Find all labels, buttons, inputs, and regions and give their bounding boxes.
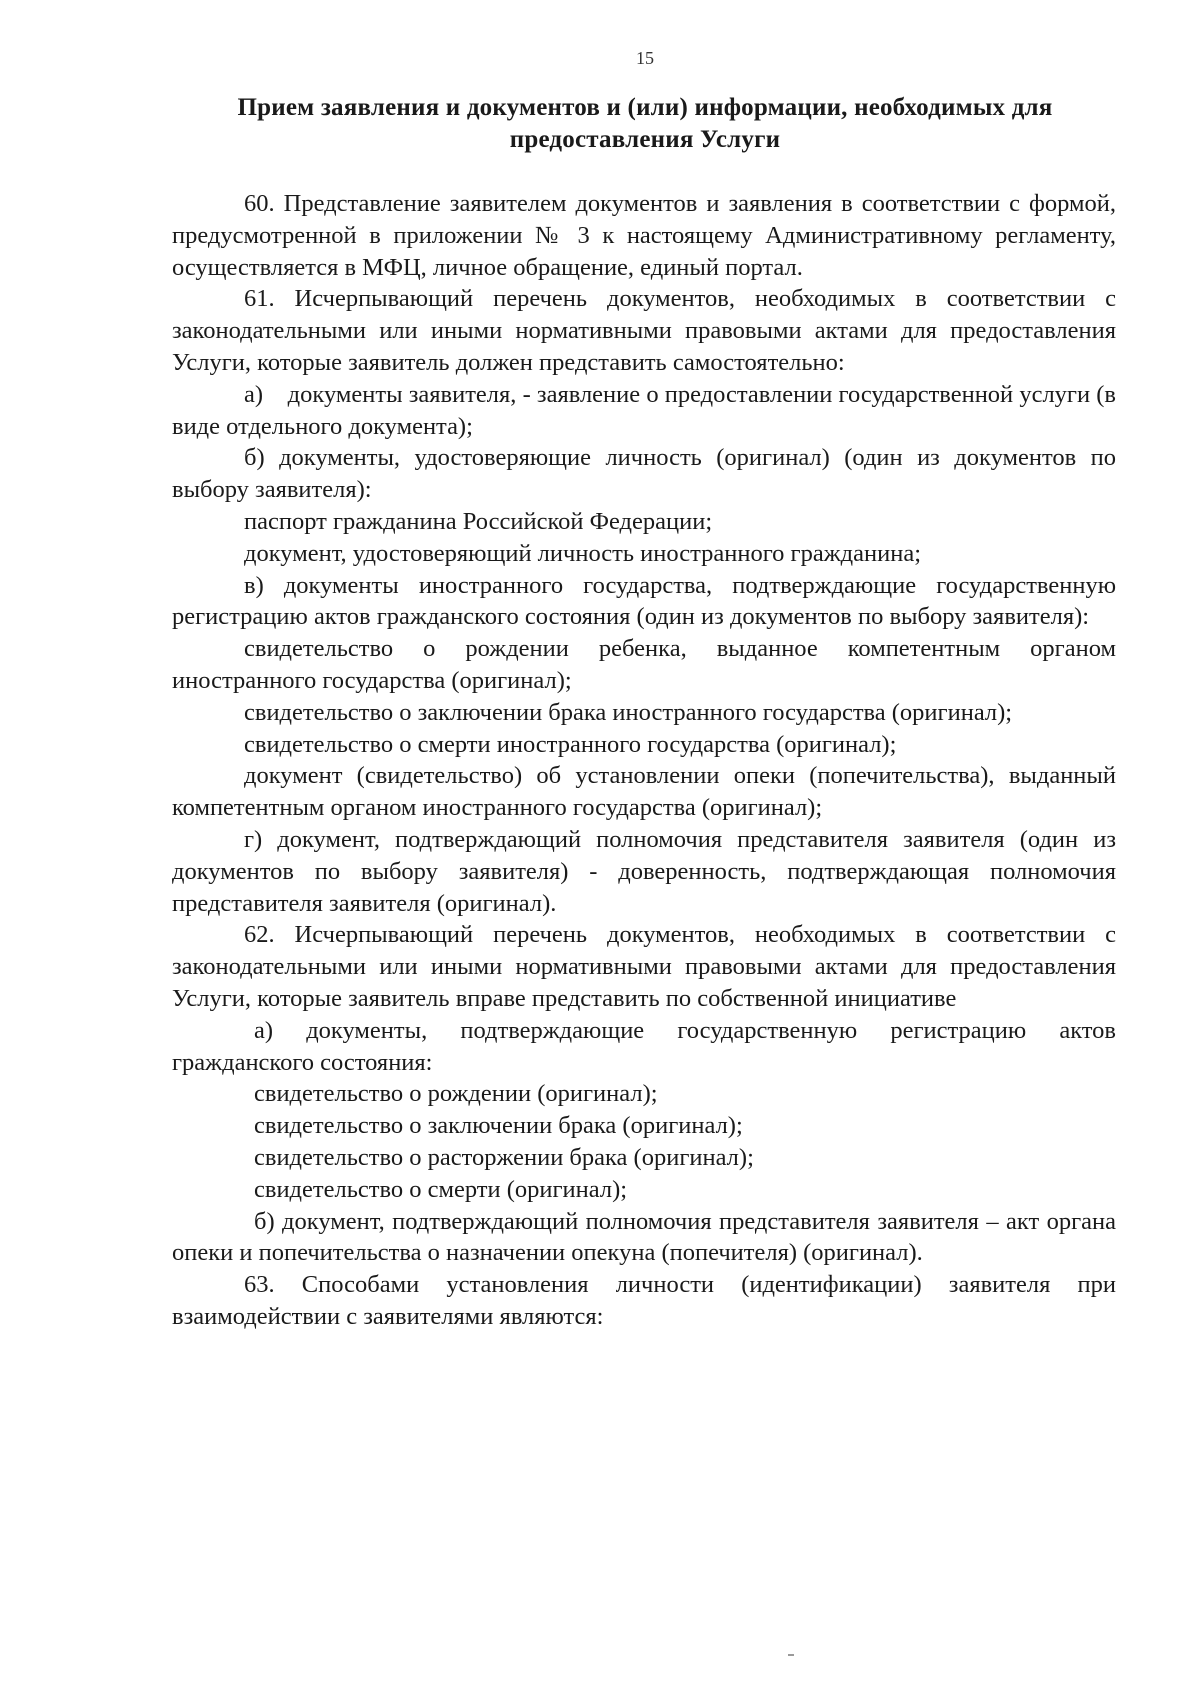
list-subitem-guardianship-foreign: документ (свидетельство) об установлении опеки (попечительства), выданный компетентным органом иностранного государства (оригинал); (172, 762, 1116, 822)
list-subitem-foreign-id: документ, удостоверяющий личность иностранного гражданина; (244, 539, 922, 567)
paragraph-61: 61. Исчерпывающий перечень документов, необходимых в соответствии с законодательными или иными нормативными правовыми актами для предоставления Услуги, которые заявитель должен представить самостоятельно: (172, 285, 1116, 376)
section-heading: Прием заявления и документов и (или) информации, необходимых для предоставления Услуги (237, 94, 1053, 153)
paragraph-60: 60. Представление заявителем документов и заявления в соответствии с формой, предусмотренной в приложении № 3 к настоящему Административному регламенту, осуществляется в МФЦ, личное обращение, единый портал. (172, 190, 1116, 281)
list-subitem-marriage: свидетельство о заключении брака (оригинал); (254, 1112, 743, 1140)
list-subitem-death-foreign: свидетельство о смерти иностранного государства (оригинал); (244, 730, 897, 758)
page-number: 15 (636, 48, 654, 68)
paragraph-62: 62. Исчерпывающий перечень документов, необходимых в соответствии с законодательными или иными нормативными правовыми актами для предоставления Услуги, которые заявитель вправе представить по собственной инициативе (172, 921, 1116, 1012)
list-item-61b: б) документы, удостоверяющие личность (оригинал) (один из документов по выбору заявителя): (172, 444, 1116, 504)
list-item-62b: б) документ, подтверждающий полномочия представителя заявителя – акт органа опеки и попечительства о назначении опекуна (попечителя) (оригинал). (172, 1207, 1116, 1267)
list-item-61g: г) документ, подтверждающий полномочия представителя заявителя (один из документов по выбору заявителя) - доверенность, подтверждающая полномочия представителя заявителя (оригинал). (172, 825, 1116, 917)
list-subitem-birth-foreign: свидетельство о рождении ребенка, выданное компетентным органом иностранного государства (оригинал); (172, 635, 1116, 694)
document-body (172, 188, 1116, 1333)
list-item-62a: а) документы, подтверждающие государственную регистрацию актов гражданского состояния: (172, 1016, 1116, 1076)
list-subitem-death: свидетельство о смерти (оригинал); (254, 1175, 628, 1203)
scan-speck (788, 1654, 794, 1656)
list-subitem-passport: паспорт гражданина Российской Федерации; (244, 507, 713, 535)
list-item-61v: в) документы иностранного государства, подтверждающие государственную регистрацию актов гражданского состояния (один из документов по выбору заявителя): (172, 571, 1116, 631)
list-subitem-divorce: свидетельство о расторжении брака (оригинал); (254, 1143, 754, 1171)
list-subitem-marriage-foreign: свидетельство о заключении брака иностранного государства (оригинал); (244, 698, 1013, 726)
paragraph-63: 63. Способами установления личности (идентификации) заявителя при взаимодействии с заявителями являются: (172, 1271, 1116, 1330)
list-item-61a: а) документы заявителя, - заявление о предоставлении государственной услуги (в виде отдельного документа); (172, 380, 1116, 440)
list-subitem-birth: свидетельство о рождении (оригинал); (254, 1080, 658, 1108)
